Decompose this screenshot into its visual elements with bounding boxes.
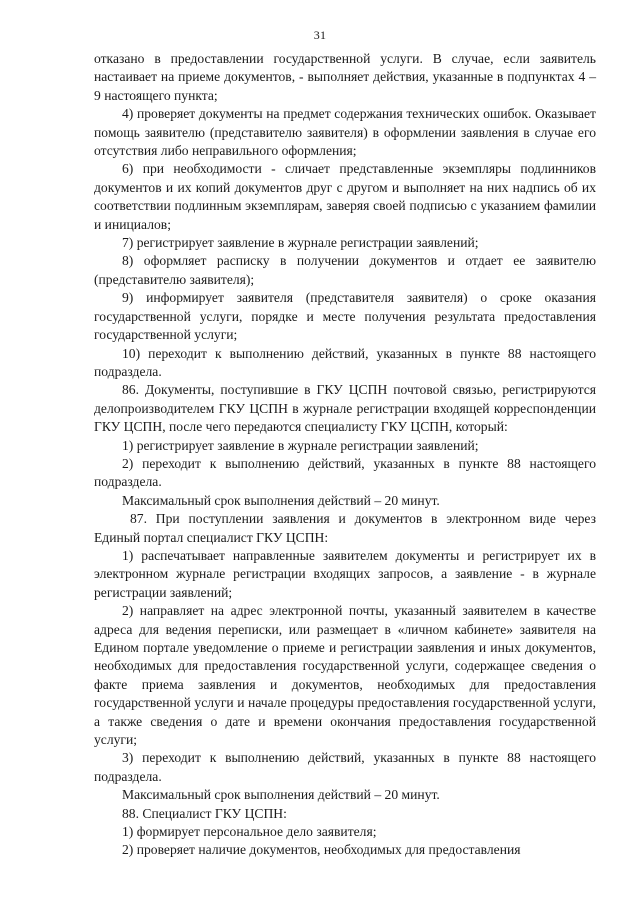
paragraph-item-9: 9) информирует заявителя (представителя заявителя) о сроке оказания государственной услуги, порядке и месте получения результата предоставления государственной услуги; [94, 290, 596, 343]
paragraph-88-item-2: 2) проверяет наличие документов, необходимых для предоставления [122, 842, 521, 858]
page-number: 31 [313, 28, 327, 42]
paragraph-86-item-2: 2) переходит к выполнению действий, указанных в пункте 88 настоящего подраздела. [94, 455, 596, 490]
paragraph-88-item-1: 1) формирует персональное дело заявителя; [122, 824, 377, 840]
paragraph-section-88: 88. Специалист ГКУ ЦСПН: [122, 805, 287, 821]
paragraph-item-10: 10) переходит к выполнению действий, указанных в пункте 88 настоящего подраздела. [94, 345, 596, 379]
paragraph-section-87: 87. При поступлении заявления и документов в электронном виде через Единый портал специалист ГКУ ЦСПН: [94, 511, 596, 545]
paragraph-continuation: отказано в предоставлении государственной услуги. В случае, если заявитель настаивает на приеме документов, - выполняет действия, указанные в подпунктах 4 – 9 настоящего пункта; [94, 51, 596, 103]
paragraph-max-time-86: Максимальный срок выполнения действий – 20 минут. [122, 492, 440, 508]
paragraph-item-7: 7) регистрирует заявление в журнале регистрации заявлений; [122, 235, 479, 251]
paragraph-87-item-3: 3) переходит к выполнению действий, указанных в пункте 88 настоящего подраздела. [94, 750, 596, 784]
paragraph-item-4: 4) проверяет документы на предмет содержания технических ошибок. Оказывает помощь заявителю (представителю заявителя) в оформлении заявления в случае его отсутствия либо неправильного оформления; [94, 106, 596, 159]
paragraph-item-6: 6) при необходимости - сличает представленные экземпляры подлинников документов и их копий документов друг с другом и выполняет на них надпись об их соответствии подлинным экземплярам, заверяя своей подписью с указанием фамилии и инициалов; [94, 161, 596, 232]
body-text [94, 50, 596, 860]
paragraph-max-time-87: Максимальный срок выполнения действий – 20 минут. [122, 787, 440, 803]
paragraph-86-item-1: 1) регистрирует заявление в журнале регистрации заявлений; [122, 437, 479, 453]
paragraph-87-item-1: 1) распечатывает направленные заявителем документы и регистрирует их в электронном журнале регистрации входящих запросов, а заявление - в журнале регистрации заявлений; [94, 547, 596, 600]
paragraph-87-item-2: 2) направляет на адрес электронной почты, указанный заявителем в качестве адреса для ведения переписки, или размещает в «личном кабинете» заявителя на Едином портале уведомление о приеме и регистрации заявления и иных документов, необходимых для предоставления государственной услуги, содержащее сведения о факте приема заявления и документов, необходимых для предоставления государственной услуги и начале процедуры предоставления государственной услуги, а также сведения о дате и времени окончания предоставления государственной услуги; [94, 603, 596, 748]
paragraph-item-8: 8) оформляет расписку в получении документов и отдает ее заявителю (представителю заявителя); [94, 253, 596, 287]
paragraph-section-86: 86. Документы, поступившие в ГКУ ЦСПН почтовой связью, регистрируются делопроизводителем ГКУ ЦСПН в журнале регистрации входящей корреспонденции ГКУ ЦСПН, после чего передаются специалисту ГКУ ЦСПН, который: [94, 382, 596, 435]
